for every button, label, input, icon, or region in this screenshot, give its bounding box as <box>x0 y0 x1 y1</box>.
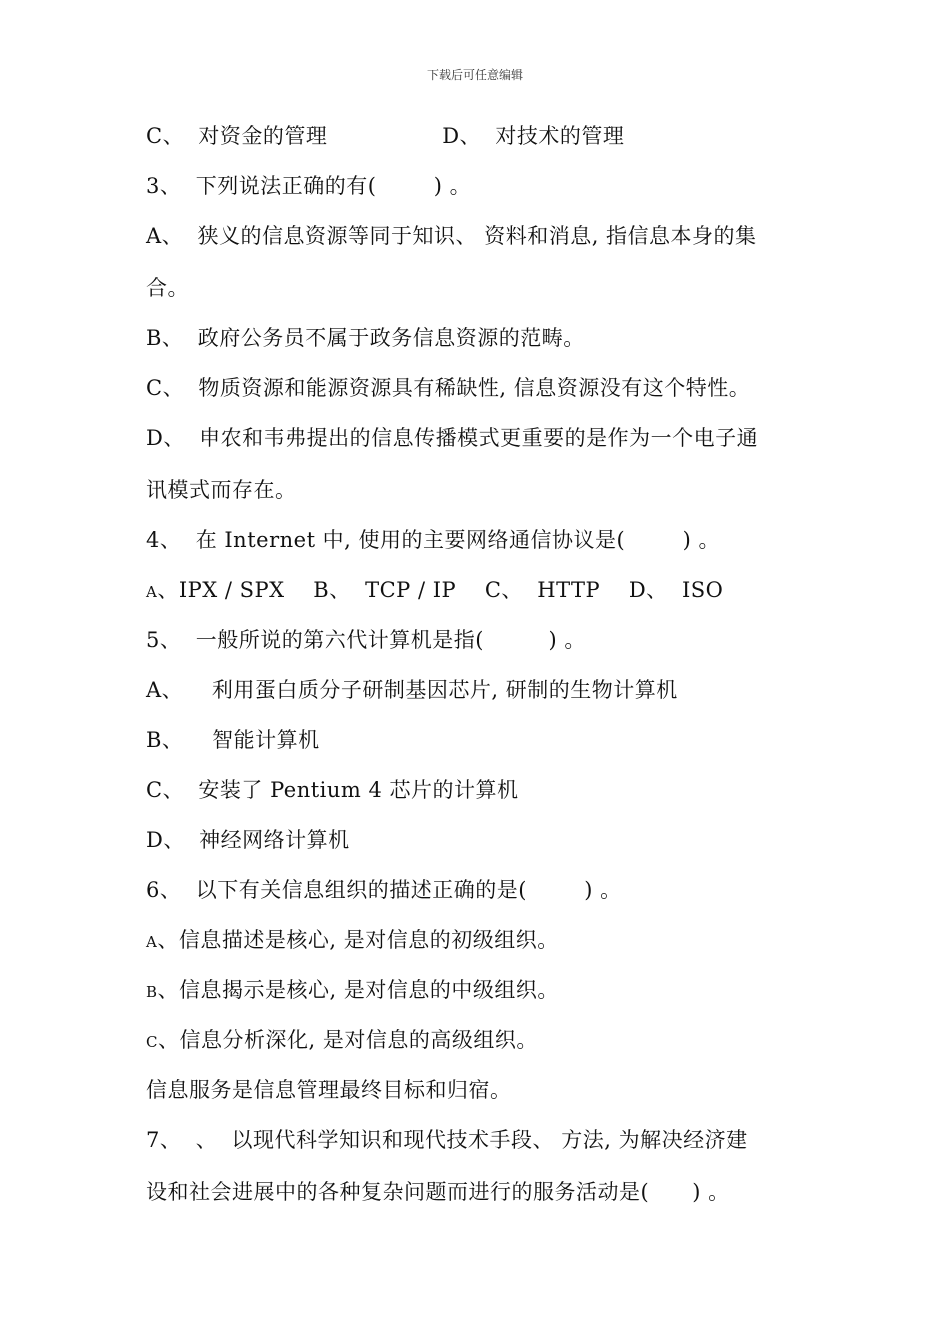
question-4: 4、 在 Internet 中, 使用的主要网络通信协议是( ) 。 <box>146 528 720 552</box>
q4-options-text: 、IPX / SPX B、 TCP / IP C、 HTTP D、 ISO <box>157 578 724 602</box>
q4-options <box>146 576 723 606</box>
q3-option-a-cont: 合。 <box>146 276 189 300</box>
question-3: 3、 下列说法正确的有( ) 。 <box>146 174 472 198</box>
question-7-cont: 设和社会进展中的各种复杂问题而进行的服务活动是( ) 。 <box>146 1180 730 1204</box>
q6-option-c-text: 、信息分析深化, 是对信息的高级组织。 <box>157 1028 538 1052</box>
q3-option-d: D、 申农和韦弗提出的信息传播模式更重要的是作为一个电子通 <box>146 426 759 450</box>
q5-option-d: D、 神经网络计算机 <box>146 828 350 852</box>
q6-option-a-text: 、信息描述是核心, 是对信息的初级组织。 <box>157 928 559 952</box>
q6-option-c-prefix: C <box>146 1033 158 1051</box>
q3-option-d-cont: 讯模式而存在。 <box>146 478 297 502</box>
page-header: 下载后可任意编辑 <box>426 68 523 82</box>
q3-option-a: A、 狭义的信息资源等同于知识、 资料和消息, 指信息本身的集 <box>146 224 757 248</box>
q5-option-a: A、 利用蛋白质分子研制基因芯片, 研制的生物计算机 <box>146 678 678 702</box>
q6-option-a <box>146 926 559 956</box>
q4-option-a-prefix: A <box>146 583 158 601</box>
option-c-d-line: C、 对资金的管理 D、 对技术的管理 <box>146 124 625 148</box>
question-5: 5、 一般所说的第六代计算机是指( ) 。 <box>146 628 586 652</box>
q3-option-b: B、 政府公务员不属于政务信息资源的范畴。 <box>146 326 585 350</box>
q6-option-d: 信息服务是信息管理最终目标和归宿。 <box>146 1078 512 1102</box>
q6-option-a-prefix: A <box>146 933 158 951</box>
question-6: 6、 以下有关信息组织的描述正确的是( ) 。 <box>146 878 622 902</box>
q6-option-b-prefix: B <box>146 983 158 1001</box>
question-7: 7、 、 以现代科学知识和现代技术手段、 方法, 为解决经济建 <box>146 1128 748 1152</box>
q6-option-b <box>146 976 559 1006</box>
q5-option-c: C、 安装了 Pentium 4 芯片的计算机 <box>146 778 519 802</box>
q6-option-b-text: 、信息揭示是核心, 是对信息的中级组织。 <box>157 978 559 1002</box>
q3-option-c: C、 物质资源和能源资源具有稀缺性, 信息资源没有这个特性。 <box>146 376 751 400</box>
q6-option-c <box>146 1026 538 1056</box>
q5-option-b: B、 智能计算机 <box>146 728 320 752</box>
